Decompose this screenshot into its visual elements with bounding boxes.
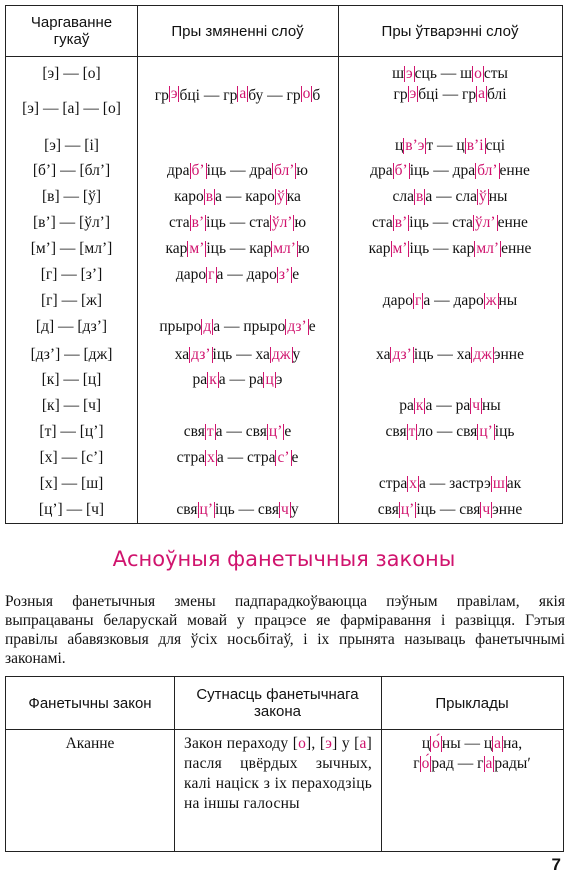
word-change-cell [137, 289, 338, 313]
word-change-cell: ра к а — ра ц э [192, 371, 283, 388]
word-formation-cell: ста вʼ іць — ста ўлʼ енне [372, 214, 528, 231]
alternation-table-header [6, 6, 562, 57]
alternation-cell: [т] — [цʼ] [39, 423, 104, 440]
table-row [6, 368, 562, 392]
word-change-cell: дра бʼ іць — дра блʼ ю [166, 162, 309, 179]
word-formation-cell: стра х а — застрэ ш ак [378, 475, 522, 492]
word-change-cell [137, 394, 338, 418]
word-formation-cell: сла в а — сла ў ны [392, 188, 508, 205]
law-name: Аканне [65, 735, 115, 752]
table-row [6, 237, 562, 261]
header-alternation: Чаргаванне гукаў [30, 14, 113, 48]
header-law: Фанетычны закон [28, 694, 152, 712]
word-change-cell: свя цʼ іць — свя ч у [176, 501, 299, 518]
word-change-cell: каро в а — каро ў ка [174, 188, 301, 205]
word-change-cell: ха дзʼ іць — ха дж у [174, 346, 301, 363]
intro-paragraph: Розныя фанетычныя змены падпарадкоўваюцца пэўным правілам, якія выпрацаваны беларускай мовай у працэсе яе фарміравання і развіцця. Гэтыя правілы абавязковыя для ўсіх носьбітаў, і іх прынята называць фанетычнымі законамі. [5, 593, 565, 667]
word-change-cell [137, 62, 338, 86]
word-change-cell: прыро д а — прыро дзʼ е [159, 318, 316, 335]
word-formation-cell: кар мʼ іць — кар млʼ енне [368, 240, 532, 257]
alternation-cell: [к] — [ц] [41, 371, 102, 388]
word-formation-cell: ра к а — ра ч ны [399, 397, 501, 414]
word-formation-cell [338, 263, 562, 287]
alternation-cell: [вʼ] — [ўлʼ] [32, 214, 111, 231]
alternation-cell: [г] — [ж] [41, 292, 102, 309]
word-change-cell [137, 472, 338, 496]
example-line: ц о́ ны — ц а на, [421, 735, 523, 752]
word-formation-cell: ш э сць — ш о сты [392, 65, 508, 82]
alternation-cell: [мʼ] — [млʼ] [30, 240, 113, 257]
word-change-cell [137, 134, 338, 158]
word-formation-cell [338, 368, 562, 392]
word-formation-cell: свя цʼ іць — свя ч энне [377, 501, 523, 518]
header-word-formation: Пры ўтварэнні слоў [381, 22, 519, 40]
table-row [6, 420, 562, 444]
table-row [6, 211, 562, 235]
word-formation-cell: ц вʼэ т — ц вʼі сці [394, 137, 506, 154]
alternation-cell: [в] — [ў] [42, 188, 101, 205]
example-line: г о́ рад — г а радыʹ [413, 755, 531, 772]
page-number: 7 [551, 855, 561, 874]
alternation-cell: [г] — [зʼ] [40, 266, 103, 283]
law-examples [381, 734, 563, 774]
table-row [6, 185, 562, 209]
alternation-cell: [цʼ] — [ч] [38, 501, 105, 518]
word-formation-cell [338, 315, 562, 339]
table-row [6, 86, 562, 132]
word-formation-cell: ха дзʼ іць — ха дж энне [376, 346, 524, 363]
table-row [6, 394, 562, 418]
phonetic-laws-header [6, 677, 563, 730]
alternation-cell: [э] — [а] — [о] [22, 100, 121, 117]
word-formation-cell [338, 446, 562, 470]
table-row [6, 134, 562, 158]
alternation-table [5, 5, 563, 524]
alternation-cell: [х] — [ш] [39, 475, 104, 492]
word-change-cell: стра х а — стра сʼ е [176, 449, 299, 466]
alternation-cell: [э] — [о] [42, 65, 101, 82]
word-change-cell: гр э бці — гр а бу — гр о б [154, 85, 321, 104]
table-row [6, 159, 562, 183]
alternation-cell: [х] — [сʼ] [39, 449, 104, 466]
alternation-cell: [д] — [дзʼ] [35, 318, 108, 335]
word-change-cell: ста вʼ іць — ста ўлʼ ю [168, 214, 307, 231]
header-essence: Сутнасць фанетычнага закона [196, 686, 359, 720]
phonetic-laws-table [5, 676, 564, 852]
table-row [6, 446, 562, 470]
word-change-cell: даро г а — даро зʼ е [175, 266, 300, 283]
word-formation-cell: гр э бці — гр а блі [393, 85, 507, 103]
table-row [6, 472, 562, 496]
alternation-cell: [к] — [ч] [41, 397, 102, 414]
table-row [6, 498, 562, 522]
header-examples: Прыклады [435, 694, 509, 712]
word-change-cell: кар мʼ іць — кар млʼ ю [165, 240, 310, 257]
word-formation-cell: даро г а — даро ж ны [382, 292, 518, 309]
header-word-change: Пры змяненні слоў [171, 22, 304, 40]
table-row [6, 342, 562, 368]
word-formation-cell: дра бʼ іць — дра блʼ енне [370, 162, 530, 179]
alternation-cell: [э] — [і] [44, 137, 99, 154]
table-row [6, 289, 562, 313]
word-formation-cell: свя т ло — свя цʼ іць [385, 423, 515, 440]
alternation-cell: [дзʼ] — [дж] [30, 346, 113, 363]
word-change-cell: свя т а — свя цʼ е [183, 423, 292, 440]
table-row [6, 62, 562, 86]
table-row [6, 315, 562, 339]
table-row [6, 263, 562, 287]
law-essence: Закон пераходу [о], [э] у [а] пасля цвёрдых зычных, калі націск з іх пераходзіць на іншы галосны [184, 735, 372, 812]
alternation-cell: [бʼ] — [блʼ] [32, 162, 111, 179]
section-title: Асноўныя фанетычныя законы [112, 547, 456, 571]
